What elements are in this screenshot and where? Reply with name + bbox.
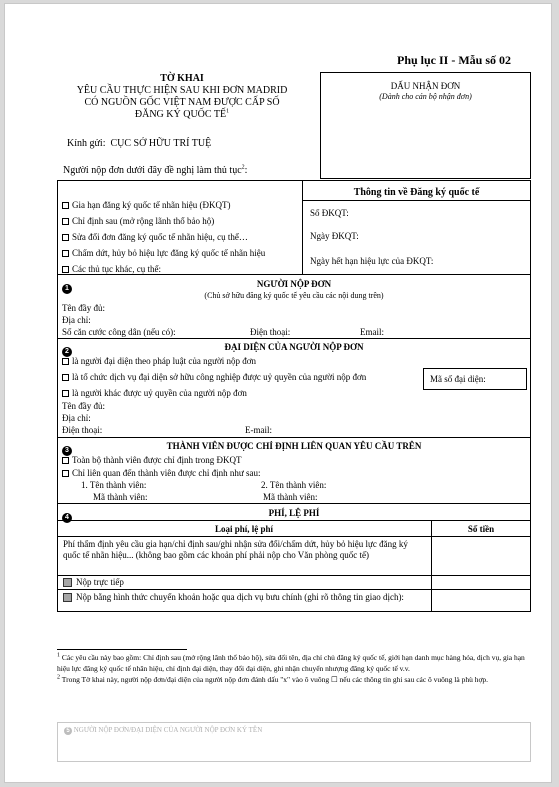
form-subtitle-line-3: ĐĂNG KÝ QUỐC TẾ$^1$ bbox=[134, 108, 230, 120]
footnotes bbox=[57, 652, 537, 685]
members-option-all[interactable]: Toàn bộ thành viên được chỉ định trong ĐKQT bbox=[62, 455, 241, 466]
applicant-name-field[interactable]: Tên đầy đủ: bbox=[62, 303, 105, 313]
checkbox[interactable] bbox=[62, 202, 69, 209]
payment-option-direct[interactable]: Nộp trực tiếp bbox=[63, 577, 124, 588]
checkbox[interactable] bbox=[62, 234, 69, 241]
applicant-address-field[interactable]: Địa chỉ: bbox=[62, 315, 91, 325]
section-2-title: ĐẠI DIỆN CỦA NGƯỜI NỘP ĐƠN bbox=[224, 342, 364, 352]
payment-option-transfer[interactable]: Nộp bằng hình thức chuyển khoản hoặc qua dịch vụ bưu chính (ghi rõ thông tin giao dịch): bbox=[63, 592, 427, 603]
fee-amount-header: Số tiền bbox=[467, 524, 495, 534]
footnote-ref-1: 1 bbox=[226, 108, 230, 115]
representative-phone-field[interactable]: Điện thoại: bbox=[62, 425, 103, 435]
representative-code-box[interactable] bbox=[423, 368, 527, 390]
procedure-option-termination[interactable]: Chấm dứt, hủy bỏ hiệu lực đăng ký quốc tế nhãn hiệu bbox=[62, 248, 302, 264]
representative-option-other[interactable]: là người khác được uỷ quyền của người nộp đơn bbox=[62, 388, 247, 399]
form-subtitle-line-1: YÊU CẦU THỰC HIỆN SAU KHI ĐƠN MADRID bbox=[76, 85, 288, 96]
signature-box[interactable] bbox=[57, 722, 531, 762]
representative-email-field[interactable]: E-mail: bbox=[245, 425, 272, 435]
procedure-option-subsequent-designation[interactable]: Chỉ định sau (mở rộng lãnh thổ bảo hộ) bbox=[62, 216, 302, 232]
form-page bbox=[4, 3, 552, 783]
fee-type-header: Loại phí, lệ phí bbox=[214, 524, 274, 534]
checkbox[interactable] bbox=[62, 218, 69, 225]
recipient-line bbox=[67, 138, 211, 150]
field-expiry-date[interactable]: Ngày hết hạn hiệu lực của ĐKQT: bbox=[310, 256, 434, 266]
checkbox[interactable] bbox=[62, 374, 69, 381]
member-2-name-field[interactable]: 2. Tên thành viên: bbox=[261, 480, 327, 490]
footnote-ref-2: 2 bbox=[241, 164, 245, 171]
section-1-number: 1 bbox=[62, 277, 72, 295]
checkbox[interactable] bbox=[62, 250, 69, 257]
representative-option-legal[interactable]: là người đại diện theo pháp luật của người nộp đơn bbox=[62, 356, 256, 367]
checkbox[interactable] bbox=[63, 578, 72, 587]
field-registration-date[interactable]: Ngày ĐKQT: bbox=[310, 231, 359, 241]
fee-description: Phí thẩm định yêu cầu gia hạn/chỉ định sau/ghi nhận sửa đổi/chấm dứt, hủy bỏ hiệu lực đăng ký quốc tế nhãn hiệu... (không bao gồm các khoản phí phải nộp cho Văn phòng quốc tế) bbox=[63, 539, 408, 560]
section-4-number: 4 bbox=[62, 506, 72, 524]
section-1-title: NGƯỜI NỘP ĐƠN bbox=[256, 279, 332, 289]
request-line: Người nộp đơn dưới đây đề nghị làm thủ tục$^2$: bbox=[63, 164, 248, 176]
member-1-code-field[interactable]: Mã thành viên: bbox=[93, 492, 148, 502]
footnote-2: $^2$ Trong Tờ khai này, người nộp đơn/đại diện của người nộp đơn đánh dấu "x" vào ô vuông ☐ nếu các thông tin ghi sau các ô vuông là phù hợp. bbox=[57, 674, 489, 684]
member-1-name-field[interactable]: 1. Tên thành viên: bbox=[81, 480, 147, 490]
stamp-title: DẤU NHẬN ĐƠN bbox=[390, 81, 461, 91]
form-title: TỜ KHAI bbox=[160, 73, 204, 84]
footnote-1: $^1$ Các yêu cầu này bao gồm: Chỉ định sau (mở rộng lãnh thổ bảo hộ), sửa đổi tên, địa chỉ chủ đăng ký quốc tế, giới hạn danh mục hàng hóa, dịch vụ, gia hạn hiệu lực đăng ký quốc tế nhãn hiệu, chỉ định đại diện, thay đổi đại diện, ghi nhận chuyển nhượng đăng ký quốc tế v.v. bbox=[57, 652, 525, 673]
registration-info-title: Thông tin về Đăng ký quốc tế bbox=[353, 187, 480, 198]
checkbox[interactable] bbox=[62, 390, 69, 397]
checkbox[interactable] bbox=[63, 593, 72, 602]
section-1-note: (Chủ sở hữu đăng ký quốc tế yêu cầu các nội dung trên) bbox=[204, 291, 384, 300]
form-title-block bbox=[57, 73, 307, 121]
form-subtitle-line-2: CÓ NGUỒN GỐC VIỆT NAM ĐƯỢC CẤP SỐ bbox=[84, 97, 280, 108]
applicant-email-field[interactable]: Email: bbox=[360, 327, 384, 337]
stamp-subtitle: (Dành cho cán bộ nhận đơn) bbox=[379, 92, 472, 101]
stamp-box bbox=[320, 72, 531, 179]
checkbox[interactable] bbox=[62, 457, 69, 464]
procedure-option-renewal[interactable]: Gia hạn đăng ký quốc tế nhãn hiệu (ĐKQT) bbox=[62, 200, 302, 216]
appendix-label: Phụ lục II - Mẫu số 02 bbox=[397, 53, 512, 67]
procedure-options bbox=[62, 200, 302, 280]
applicant-id-field[interactable]: Số căn cước công dân (nếu có): bbox=[62, 327, 176, 337]
section-3-title: THÀNH VIÊN ĐƯỢC CHỈ ĐỊNH LIÊN QUAN YÊU CẦU TRÊN bbox=[166, 441, 422, 451]
applicant-phone-field[interactable]: Điện thoại: bbox=[250, 327, 291, 337]
checkbox[interactable] bbox=[62, 470, 69, 477]
signature-label: 5 NGƯỜI NỘP ĐƠN/ĐẠI DIỆN CỦA NGƯỜI NỘP ĐƠN KÝ TÊN bbox=[64, 726, 262, 735]
representative-code-label: Mã số đại diện: bbox=[430, 374, 486, 384]
representative-name-field[interactable]: Tên đầy đủ: bbox=[62, 401, 105, 411]
member-2-code-field[interactable]: Mã thành viên: bbox=[263, 492, 318, 502]
representative-address-field[interactable]: Địa chỉ: bbox=[62, 413, 91, 423]
section-4-title: PHÍ, LỆ PHÍ bbox=[268, 508, 320, 518]
section-3-number: 3 bbox=[62, 439, 72, 457]
section-2-number: 2 bbox=[62, 340, 72, 358]
representative-option-ip-agent[interactable]: là tổ chức dịch vụ đại diện sở hữu công nghiệp được uỷ quyền của người nộp đơn bbox=[62, 372, 366, 383]
recipient-name: CỤC SỞ HỮU TRÍ TUỆ bbox=[110, 138, 212, 149]
checkbox[interactable] bbox=[62, 358, 69, 365]
members-option-specific[interactable]: Chỉ liên quan đến thành viên được chỉ định như sau: bbox=[62, 468, 260, 479]
procedure-option-other[interactable]: Các thủ tục khác, cụ thể: bbox=[62, 264, 302, 280]
checkbox[interactable] bbox=[62, 266, 69, 273]
recipient-label: Kính gửi: bbox=[67, 138, 106, 149]
footnote-separator bbox=[57, 649, 187, 650]
procedure-option-amendment[interactable]: Sửa đổi đơn đăng ký quốc tế nhãn hiệu, cụ thể… bbox=[62, 232, 302, 248]
field-registration-number[interactable]: Số ĐKQT: bbox=[310, 208, 349, 218]
